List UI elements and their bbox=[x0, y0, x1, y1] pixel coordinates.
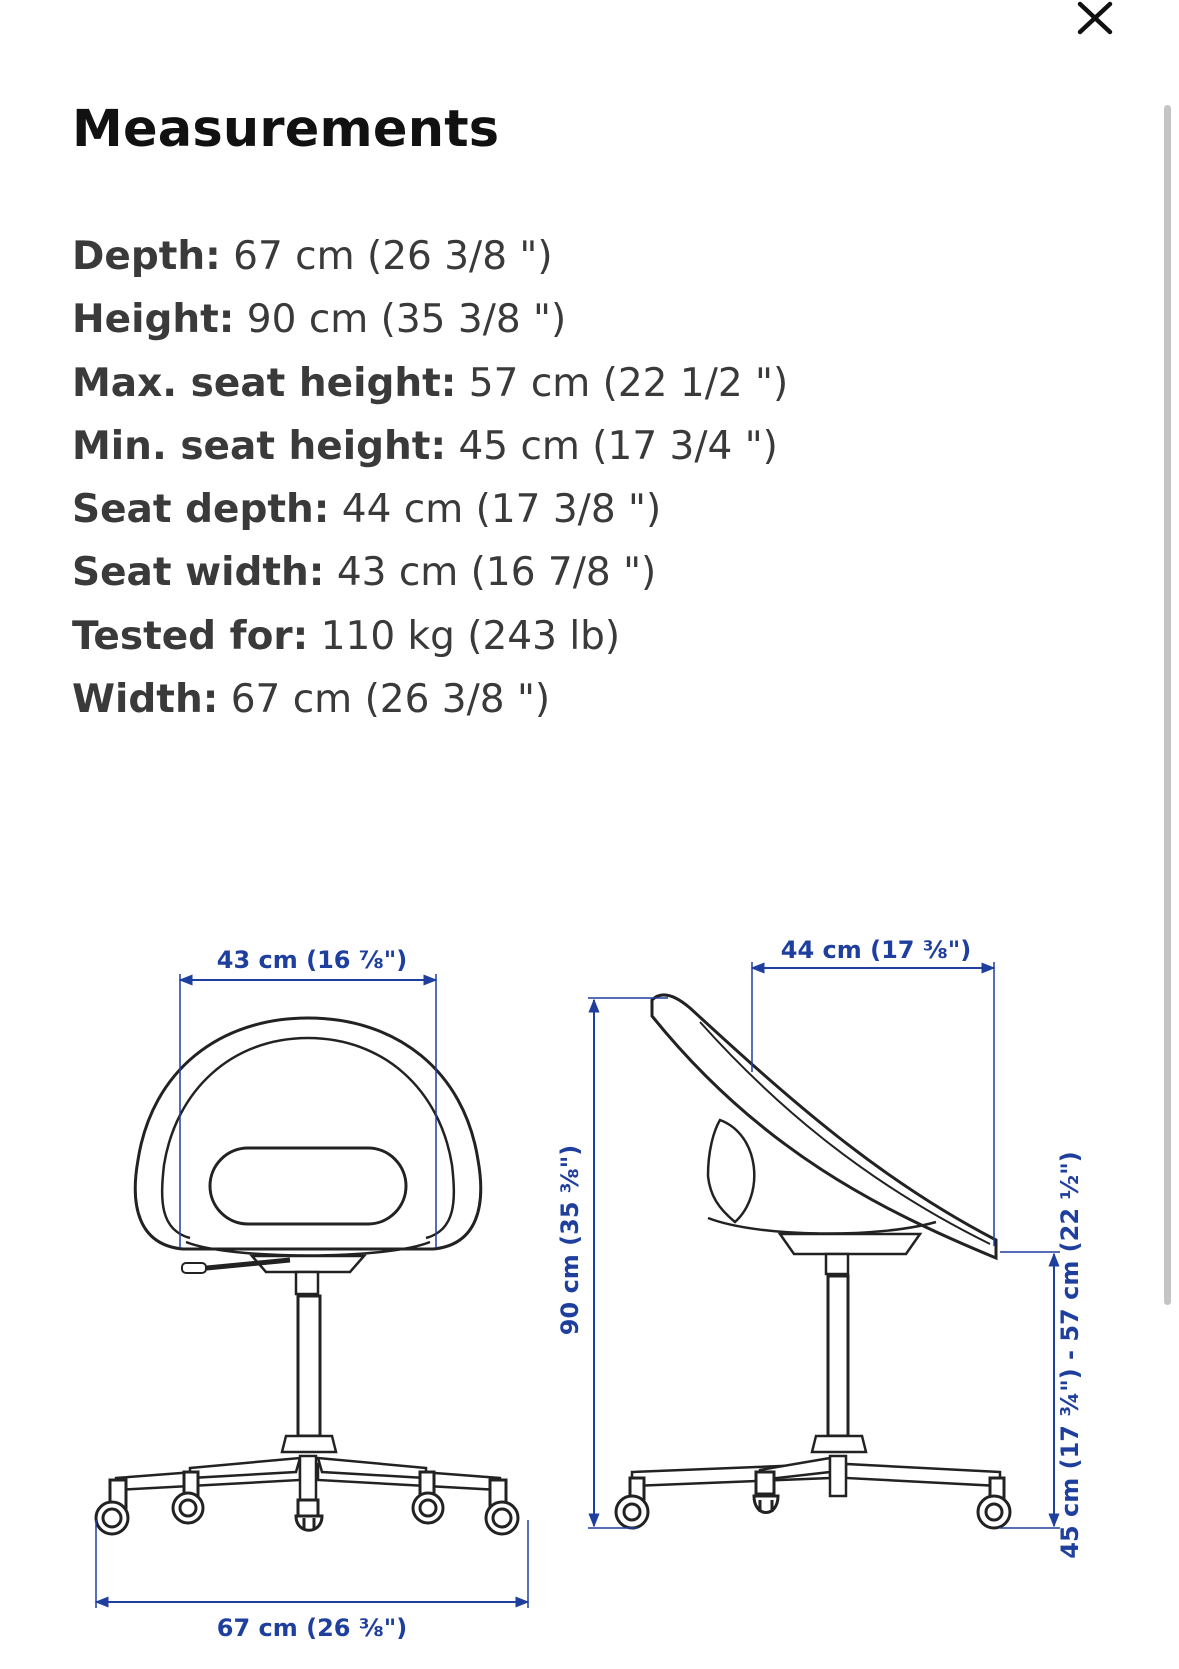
spec-height bbox=[72, 288, 788, 351]
spec-value: 57 cm (22 1/2 ") bbox=[468, 360, 789, 406]
chair-side-view bbox=[616, 995, 1010, 1528]
spec-value: 44 cm (17 3/8 ") bbox=[341, 487, 662, 533]
spec-value: 43 cm (16 7/8 ") bbox=[336, 550, 657, 596]
spec-tested-for bbox=[72, 605, 788, 668]
spec-min-seat-height bbox=[72, 415, 788, 478]
width-label: 67 cm (26 ⅜") bbox=[216, 1614, 408, 1642]
seat-width-label: 43 cm (16 ⅞") bbox=[216, 946, 408, 974]
spec-depth bbox=[72, 225, 788, 288]
seat-height-range-label: 45 cm (17 ¾") - 57 cm (22 ½") bbox=[1056, 1151, 1084, 1559]
spec-value: 45 cm (17 3/4 ") bbox=[458, 423, 778, 469]
spec-value: 110 kg (243 lb) bbox=[320, 613, 621, 659]
spec-label: Seat width: bbox=[72, 550, 325, 596]
spec-label: Max. seat height: bbox=[72, 360, 457, 406]
spec-label: Tested for: bbox=[72, 613, 309, 659]
spec-label: Height: bbox=[72, 297, 235, 343]
measurements-list bbox=[72, 225, 788, 731]
measurement-diagram bbox=[0, 936, 1179, 1669]
spec-label: Seat depth: bbox=[72, 487, 330, 533]
spec-value: 67 cm (26 3/8 ") bbox=[233, 234, 553, 279]
spec-label: Width: bbox=[72, 677, 219, 723]
spec-seat-width bbox=[72, 541, 788, 604]
seat-depth-label: 44 cm (17 ⅜") bbox=[780, 936, 972, 964]
close-button[interactable] bbox=[1070, 0, 1122, 40]
spec-seat-depth bbox=[72, 478, 788, 541]
spec-width bbox=[72, 668, 788, 731]
height-label: 90 cm (35 ⅜") bbox=[556, 1144, 584, 1336]
spec-max-seat-height bbox=[72, 352, 788, 415]
close-icon bbox=[1070, 0, 1122, 40]
spec-value: 90 cm (35 3/8 ") bbox=[246, 297, 567, 343]
chair-front-view bbox=[96, 1018, 518, 1534]
spec-value: 67 cm (26 3/8 ") bbox=[230, 677, 551, 723]
spec-label: Depth: bbox=[72, 234, 221, 279]
page-title: Measurements bbox=[72, 100, 500, 159]
spec-label: Min. seat height: bbox=[72, 423, 447, 469]
